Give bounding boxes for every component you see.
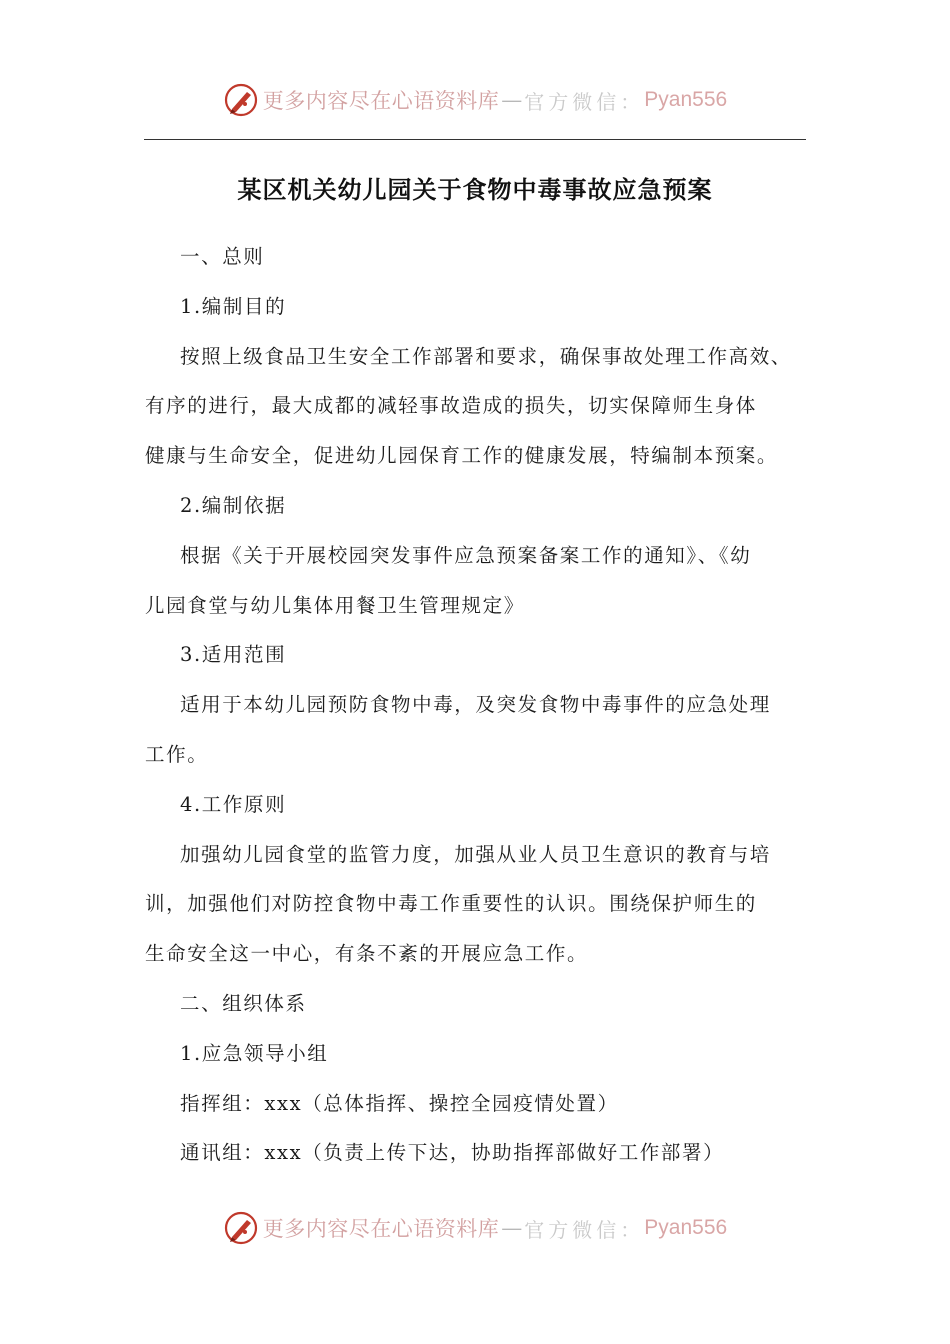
- header-divider: [144, 139, 806, 140]
- paragraph-line: 适用于本幼儿园预防食物中毒，及突发食物中毒事件的应急处理: [180, 693, 771, 717]
- paragraph-line: 有序的进行，最大成都的减轻事故造成的损失，切实保障师生身体: [145, 394, 757, 418]
- document-body: [145, 232, 810, 1178]
- paragraph-line: 儿园食堂与幼儿集体用餐卫生管理规定》: [145, 593, 525, 617]
- paragraph-line: 加强幼儿园食堂的监管力度，加强从业人员卫生意识的教育与培: [180, 842, 771, 866]
- wechat-id: Pyan556: [644, 1216, 728, 1239]
- banner-text: 更多内容尽在心语资料库: [262, 89, 500, 113]
- header-banner: [0, 82, 950, 118]
- subsection-heading: 1.应急领导小组: [180, 1041, 329, 1065]
- paragraph-line: 根据《关于开展校园突发事件应急预案备案工作的通知》、《幼: [180, 543, 752, 567]
- wechat-label: 官方微信：: [524, 1217, 645, 1242]
- page-title: 某区机关幼儿园关于食物中毒事故应急预案: [237, 175, 713, 204]
- paragraph-line: 通讯组：xxx（负责上传下达，协助指挥部做好工作部署）: [180, 1141, 725, 1165]
- subsection-heading: 1.编制目的: [180, 294, 287, 318]
- paragraph-line: 工作。: [145, 742, 209, 766]
- paragraph-line: 训，加强他们对防控食物中毒工作重要性的认识。围绕保护师生的: [145, 892, 757, 916]
- banner-text: 更多内容尽在心语资料库: [262, 1217, 500, 1241]
- footer-banner: [0, 1210, 950, 1246]
- subsection-heading: 3.适用范围: [180, 643, 287, 667]
- pen-logo-icon: [223, 82, 259, 118]
- wechat-id: Pyan556: [644, 88, 728, 111]
- section-heading: 一、总则: [180, 245, 265, 268]
- wechat-label: 官方微信：: [524, 89, 645, 114]
- paragraph-line: 指挥组：xxx（总体指挥、操控全园疫情处置）: [180, 1091, 619, 1115]
- paragraph-line: 健康与生命安全，促进幼儿园保育工作的健康发展，特编制本预案。: [145, 444, 779, 468]
- subsection-heading: 2.编制依据: [180, 493, 287, 517]
- paragraph-line: 按照上级食品卫生安全工作部署和要求，确保事故处理工作高效、: [180, 344, 792, 368]
- banner-separator: —: [501, 1216, 523, 1240]
- subsection-heading: 4.工作原则: [180, 792, 287, 816]
- paragraph-line: 生命安全这一中心，有条不紊的开展应急工作。: [145, 942, 589, 966]
- section-heading: 二、组织体系: [180, 991, 307, 1015]
- pen-logo-icon: [223, 1210, 259, 1246]
- banner-separator: —: [501, 88, 523, 112]
